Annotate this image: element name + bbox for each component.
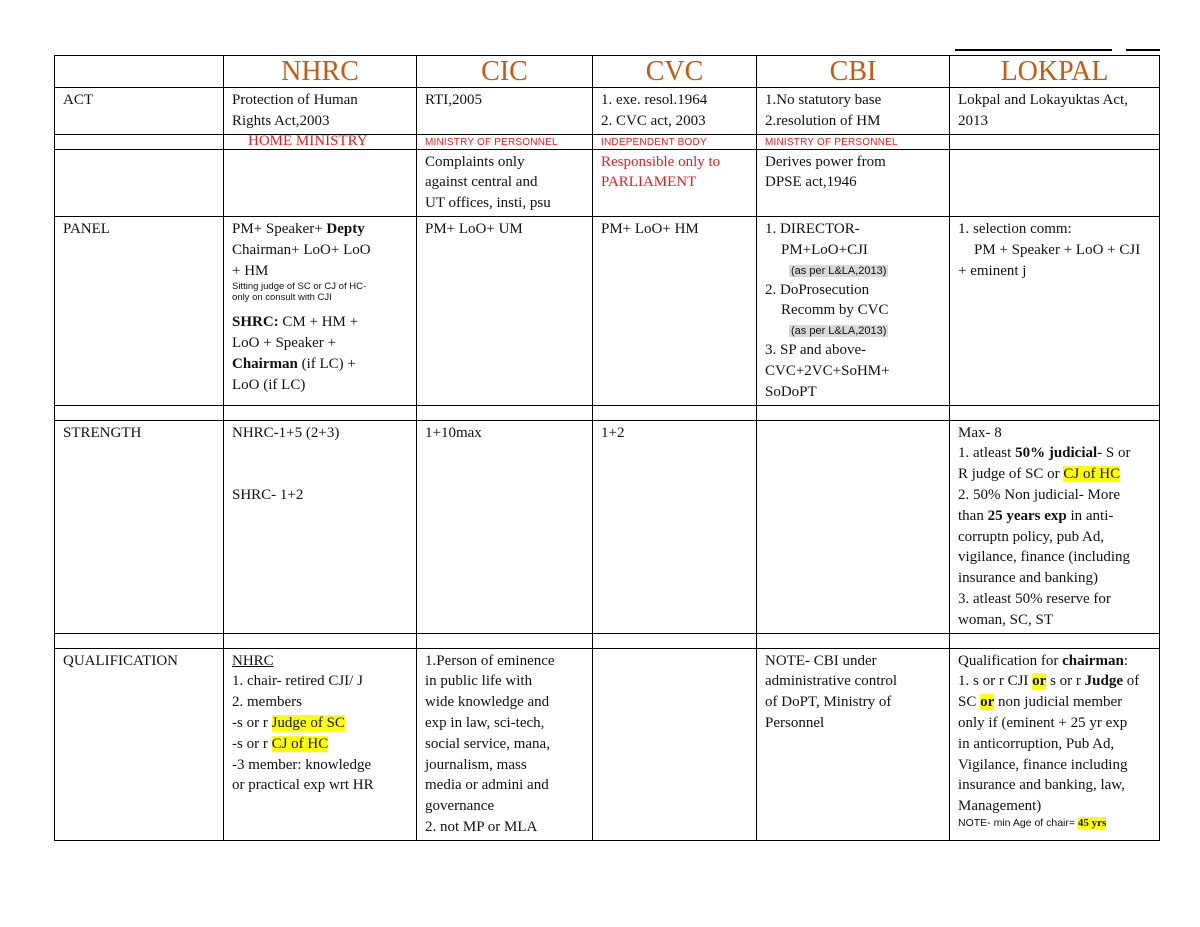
act-cic [417,88,593,135]
dept-cic [417,134,593,149]
panel-shrc-text: (if LC) + [297,355,356,372]
qualification-lokpal-text: SC [958,694,981,711]
panel-shrc-line: LoO + Speaker + [232,335,336,352]
spacer-cell [417,405,593,420]
act-lokpal-line: Lokpal and Lokayuktas Act, [958,92,1128,108]
spacer-cell [757,633,950,648]
comparison-table [54,55,1160,841]
panel-cbi-line: 3. SP and above- [765,342,867,359]
strength-shrc-line: SHRC- 1+2 [232,487,304,504]
qualification-cic-line: governance [425,798,495,815]
qualification-lokpal-text: Qualification for [958,652,1063,669]
header-row [55,56,1160,88]
panel-nhrc-bold: Depty [326,220,365,237]
strength-nhrc-line: NHRC-1+5 (2+3) [232,424,340,441]
misc-cic-line: Complaints only [425,153,525,170]
qualification-cbi [757,648,950,840]
qualification-cic-line: journalism, mass [425,756,527,773]
qualification-lokpal-note-highlight: 45 yrs [1077,816,1107,829]
panel-shrc-text: CM + HM + [278,314,359,331]
panel-lokpal-line: + eminent j [958,262,1027,279]
dept-cvc [593,134,757,149]
panel-cic: PM+ LoO+ UM [417,216,593,405]
strength-lokpal-line: corruptn policy, pub Ad, [958,528,1105,545]
qualification-lokpal [950,648,1160,840]
top-rule [955,49,1160,51]
header-cvc-label: CVC [645,55,704,87]
strength-nhrc [224,420,417,633]
qualification-lokpal-bold: Judge [1084,673,1124,690]
qualification-cic-line: social service, mana, [425,735,550,752]
misc-cic-line: against central and [425,174,538,191]
qualification-label: QUALIFICATION [55,648,224,840]
qualification-cbi-line: Personnel [765,714,825,731]
spacer-cell [55,405,224,420]
misc-nhrc-empty [224,149,417,216]
qualification-cic-line: media or admini and [425,777,549,794]
dept-label-empty [55,134,224,149]
spacer-cell [417,633,593,648]
qualification-cvc-empty [593,648,757,840]
strength-cbi-empty [757,420,950,633]
strength-cvc: 1+2 [593,420,757,633]
qualification-nhrc [224,648,417,840]
qualification-lokpal-note-text: NOTE- min Age of chair= [958,816,1078,829]
strength-lokpal-bold: 25 years exp [987,507,1067,524]
misc-label-empty [55,149,224,216]
act-nhrc-line: Protection of Human [232,92,358,108]
strength-lokpal-line: vigilance, finance (including [958,549,1131,566]
spacer-cell [950,405,1160,420]
qualification-cbi-line: administrative control [765,673,898,690]
spacer-cell [224,405,417,420]
panel-cbi-line: SoDoPT [765,383,817,400]
qualification-cic-line: 1.Person of eminence [425,652,555,669]
header-empty-cell [55,56,224,88]
act-cvc [593,88,757,135]
act-cvc-line: 2. CVC act, 2003 [601,112,706,129]
qualification-cic-line: wide knowledge and [425,694,550,711]
misc-cic [417,149,593,216]
qualification-lokpal-highlight: or [980,694,995,711]
spacer-cell [593,633,757,648]
panel-shrc-line [232,312,410,333]
act-cvc-line: 1. exe. resol.1964 [601,92,708,108]
act-cic-line: RTI,2005 [425,92,483,108]
panel-shrc-bold: Chairman [232,355,298,372]
panel-cbi-note: (as per L&LA,2013) [791,325,887,338]
strength-lokpal-line: Max- 8 [958,424,1002,441]
spacer-cell [593,405,757,420]
strength-lokpal-line [958,506,1153,527]
qualification-lokpal-line: Vigilance, finance including [958,756,1128,773]
header-cic [417,56,593,88]
act-label: ACT [55,88,224,135]
qualification-lokpal-line: insurance and banking, law, [958,777,1125,794]
qualification-cic [417,648,593,840]
panel-shrc-bold: SHRC: [232,314,279,331]
strength-lokpal-text: than [958,507,988,524]
qualification-lokpal-text: s or r [1046,673,1085,690]
panel-nhrc-line [232,219,410,240]
qualification-lokpal-line [958,671,1153,692]
strength-lokpal-bold: 50% judicial [1015,445,1098,462]
top-rule-gap [1112,47,1126,53]
header-lokpal [950,56,1160,88]
panel-cbi [757,216,950,405]
header-cbi-label: CBI [829,55,877,87]
panel-shrc-line [232,354,410,375]
qualification-nhrc-line: -3 member: knowledge [232,756,372,773]
act-cbi-line: 1.No statutory base [765,92,882,108]
qualification-lokpal-text: : [1123,652,1128,669]
misc-cvc-line: PARLIAMENT [601,174,697,191]
panel-lokpal-line: 1. selection comm: [958,220,1072,237]
panel-nhrc-note: Sitting judge of SC or CJ of HC- [232,281,367,293]
panel-lokpal [950,216,1160,405]
misc-cvc-line: Responsible only to [601,153,721,170]
strength-lokpal-line: 2. 50% Non judicial- More [958,486,1121,503]
qualification-nhrc-line: or practical exp wrt HR [232,777,374,794]
strength-lokpal-line: 3. atleast 50% reserve for [958,590,1111,607]
dept-nhrc [224,134,417,149]
panel-cbi-line: PM+LoO+CJI [781,241,868,258]
panel-row [55,216,1160,405]
qualification-lokpal-highlight: or [1032,673,1047,690]
panel-cbi-line: 2. DoProsecution [765,281,870,298]
panel-cbi-line: CVC+2VC+SoHM+ [765,362,890,379]
qualification-lokpal-text: non judicial member [994,694,1123,711]
panel-cvc: PM+ LoO+ HM [593,216,757,405]
misc-cic-line: UT offices, insti, psu [425,195,551,212]
panel-cbi-line: Recomm by CVC [781,302,889,319]
qualification-nhrc-highlight: Judge of SC [271,714,345,731]
panel-shrc-line: LoO (if LC) [232,376,306,393]
strength-lokpal-highlight: CJ of HC [1063,466,1121,483]
qualification-lokpal-line [958,651,1153,672]
act-row [55,88,1160,135]
act-nhrc [224,88,417,135]
panel-label: PANEL [55,216,224,405]
strength-lokpal-line [958,443,1153,464]
qualification-cic-line: 2. not MP or MLA [425,818,538,835]
qualification-nhrc-line [232,713,410,734]
act-lokpal-line: 2013 [958,112,988,129]
panel-cbi-line: 1. DIRECTOR- [765,220,860,237]
panel-nhrc-line: Chairman+ LoO+ LoO [232,241,371,258]
qualification-lokpal-line [958,692,1153,713]
dept-cbi [757,134,950,149]
spacer-row [55,633,1160,648]
qualification-lokpal-text: of [1123,673,1140,690]
act-cbi [757,88,950,135]
spacer-cell [55,633,224,648]
misc-cvc [593,149,757,216]
panel-lokpal-line: PM + Speaker + LoO + CJI [974,241,1141,258]
header-nhrc-label: NHRC [281,55,359,87]
panel-nhrc [224,216,417,405]
panel-cbi-note: (as per L&LA,2013) [791,264,887,277]
department-row [55,134,1160,149]
qualification-lokpal-bold: chairman [1062,652,1124,669]
strength-lokpal-line: woman, SC, ST [958,611,1054,628]
spacer-cell [950,633,1160,648]
header-cbi [757,56,950,88]
misc-row [55,149,1160,216]
misc-lokpal-empty [950,149,1160,216]
qualification-row [55,648,1160,840]
strength-lokpal-line: insurance and banking) [958,570,1098,587]
strength-lokpal-line [958,464,1153,485]
qualification-cic-line: in public life with [425,673,533,690]
act-lokpal [950,88,1160,135]
panel-cbi-note-wrap [765,321,943,340]
misc-cbi [757,149,950,216]
strength-lokpal-text: R judge of SC or [958,466,1064,483]
dept-nhrc-text: HOME MINISTRY [248,134,368,149]
dept-cic-text: MINISTRY OF PERSONNEL [425,136,558,148]
dept-cvc-text: INDEPENDENT BODY [601,136,707,148]
panel-cbi-note-wrap [765,261,943,280]
strength-lokpal-text: - S or [1097,445,1131,462]
strength-lokpal-text: in anti- [1066,507,1114,524]
header-cic-label: CIC [481,55,528,87]
qualification-nhrc-line [232,734,410,755]
qualification-lokpal-line: in anticorruption, Pub Ad, [958,735,1115,752]
qualification-nhrc-title: NHRC [232,652,274,669]
qualification-lokpal-note [958,817,1153,830]
qualification-nhrc-line: 2. members [232,694,302,711]
panel-nhrc-line: + HM [232,262,269,279]
qualification-lokpal-line: only if (eminent + 25 yr exp [958,714,1128,731]
strength-lokpal [950,420,1160,633]
qualification-nhrc-line: 1. chair- retired CJI/ J [232,673,363,690]
panel-nhrc-note: only on consult with CJI [232,292,332,304]
act-cbi-line: 2.resolution of HM [765,112,881,129]
header-lokpal-label: LOKPAL [1000,55,1109,87]
qualification-lokpal-line: Management) [958,798,1042,815]
qualification-nhrc-highlight: CJ of HC [271,735,329,752]
qualification-cbi-line: of DoPT, Ministry of [765,694,892,711]
strength-label: STRENGTH [55,420,224,633]
dept-cbi-text: MINISTRY OF PERSONNEL [765,136,898,148]
misc-cbi-line: DPSE act,1946 [765,174,857,191]
spacer-cell [224,633,417,648]
act-nhrc-line: Rights Act,2003 [232,112,330,129]
misc-cbi-line: Derives power from [765,153,886,170]
dept-lokpal-empty [950,134,1160,149]
panel-nhrc-text: PM+ Speaker+ [232,220,327,237]
qualification-nhrc-text: -s or r [232,735,272,752]
header-cvc [593,56,757,88]
spacer-cell [757,405,950,420]
strength-lokpal-text: 1. atleast [958,445,1016,462]
strength-cic: 1+10max [417,420,593,633]
qualification-cic-line: exp in law, sci-tech, [425,714,545,731]
qualification-nhrc-text: -s or r [232,714,272,731]
header-nhrc [224,56,417,88]
qualification-lokpal-text: 1. s or r CJI [958,673,1033,690]
qualification-cbi-line: NOTE- CBI under [765,652,877,669]
spacer-row [55,405,1160,420]
strength-row [55,420,1160,633]
